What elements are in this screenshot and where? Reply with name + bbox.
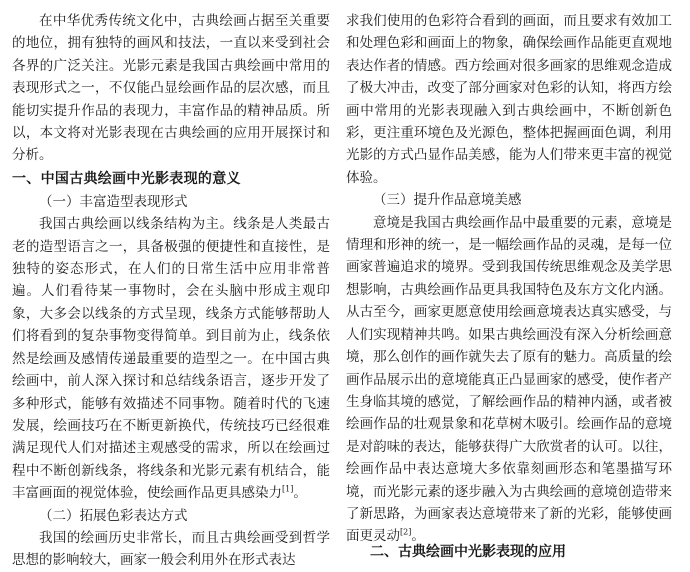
subsection-paragraph-color-cont: 求我们使用的色彩符合看到的画面，而且要求有效加工和处理色彩和画面上的物象，确保绘画作品能更直观地表达作者的情感。西方绘画对很多画家的思维观念造成了极大冲击，改变了部分画家对色彩的认知，将西方绘画中常用的光影表现融入到古典绘画中，不断创新色彩，更注重环境色及光源色，整体把握画面色调，利用光影的方式凸显作品美感，能为人们带来更丰富的视觉体验。 bbox=[346, 13, 672, 186]
subsection-heading-artistic-conception: （三）提升作品意境美感 bbox=[373, 192, 522, 209]
section-heading-application-cutoff: 二、古典绘画中光影表现的应用 bbox=[370, 544, 566, 560]
citation-ref: [1] bbox=[282, 484, 294, 494]
paragraph-end: 。 bbox=[411, 528, 425, 545]
subsection-paragraph-color-start: 我国的绘画历史非常长，而且古典绘画受到哲学思想的影响较大，画家一般会利用外在形式表达 bbox=[12, 529, 330, 569]
right-column bbox=[346, 10, 672, 548]
section-heading-significance: 一、中国古典绘画中光影表现的意义 bbox=[12, 170, 241, 187]
paragraph-end: 。 bbox=[293, 485, 307, 502]
paragraph-text: 意境是我国古典绘画作品中最重要的元素，意境是情理和形神的统一，是一幅绘画作品的灵魂，是每一位画家普遍追求的境界。受到我国传统思维观念及美学思想影响，古典绘画作品更具我国特色及东方文化内涵。从古至今，画家更愿意使用绘画意境表达真实感受，与人们实现精神共鸣。如果古典绘画没有深入分析绘画意境，那么创作的画作就失去了原有的魅力。高质量的绘画作品展示出的意境能真正凸显画家的感受，使作者产生身临其境的感觉，了解绘画作品的精神内涵，或者被绘画作品的壮观景象和花草树木吸引。绘画作品的意境是对韵味的表达，能够获得广大欣赏者的认可。以往，绘画作品中表达意境大多依靠刻画形态和笔墨描写环境，而光影元素的逐步融入为古典绘画的意境创造带来了新思路，为画家表达意境带来了新的光彩，能够使画面更灵动 bbox=[346, 214, 672, 545]
subsection-paragraph-artistic-conception bbox=[346, 212, 672, 548]
intro-paragraph: 在中华优秀传统文化中，古典绘画占据至关重要的地位，拥有独特的画风和技法，一直以来受到社会各界的广泛关注。光影元素是我国古典绘画中常用的表现形式之一，不仅能凸显绘画作品的层次感，而且能切实提升作品的表现力，丰富作品的精神品质。所以，本文将对光影表现在古典绘画的应用开展探讨和分析。 bbox=[12, 13, 330, 164]
subsection-heading-form: （一）丰富造型表现形式 bbox=[39, 193, 188, 210]
paragraph-text: 我国古典绘画以线条结构为主。线条是人类最古老的造型语言之一，具备极强的便捷性和直接性，是独特的姿态形式，在人们的日常生活中应用非常普遍。人们看待某一事物时，会在头脑中形成主观印象，大多会以线条的方式呈现，线条方式能够帮助人们将看到的复杂事物变得简单。到目前为止，线条依然是绘画及感情传递最重要的造型之一。在中国古典绘画中，前人深入探讨和总结线条语言，逐步开发了多种形式，能够有效描述不同事物。随着时代的飞速发展，绘画技巧在不断更新换代，传统技巧已经很难满足现代人们对描述主观感受的需求，所以在绘画过程中不断创新线条，将线条和光影元素有机结合，能丰富画面的视觉体验，使绘画作品更具感染力 bbox=[12, 216, 330, 502]
subsection-heading-color: （二）拓展色彩表达方式 bbox=[39, 507, 188, 524]
citation-ref: [2] bbox=[400, 527, 412, 537]
subsection-paragraph-form bbox=[12, 213, 330, 504]
left-column bbox=[12, 10, 330, 572]
